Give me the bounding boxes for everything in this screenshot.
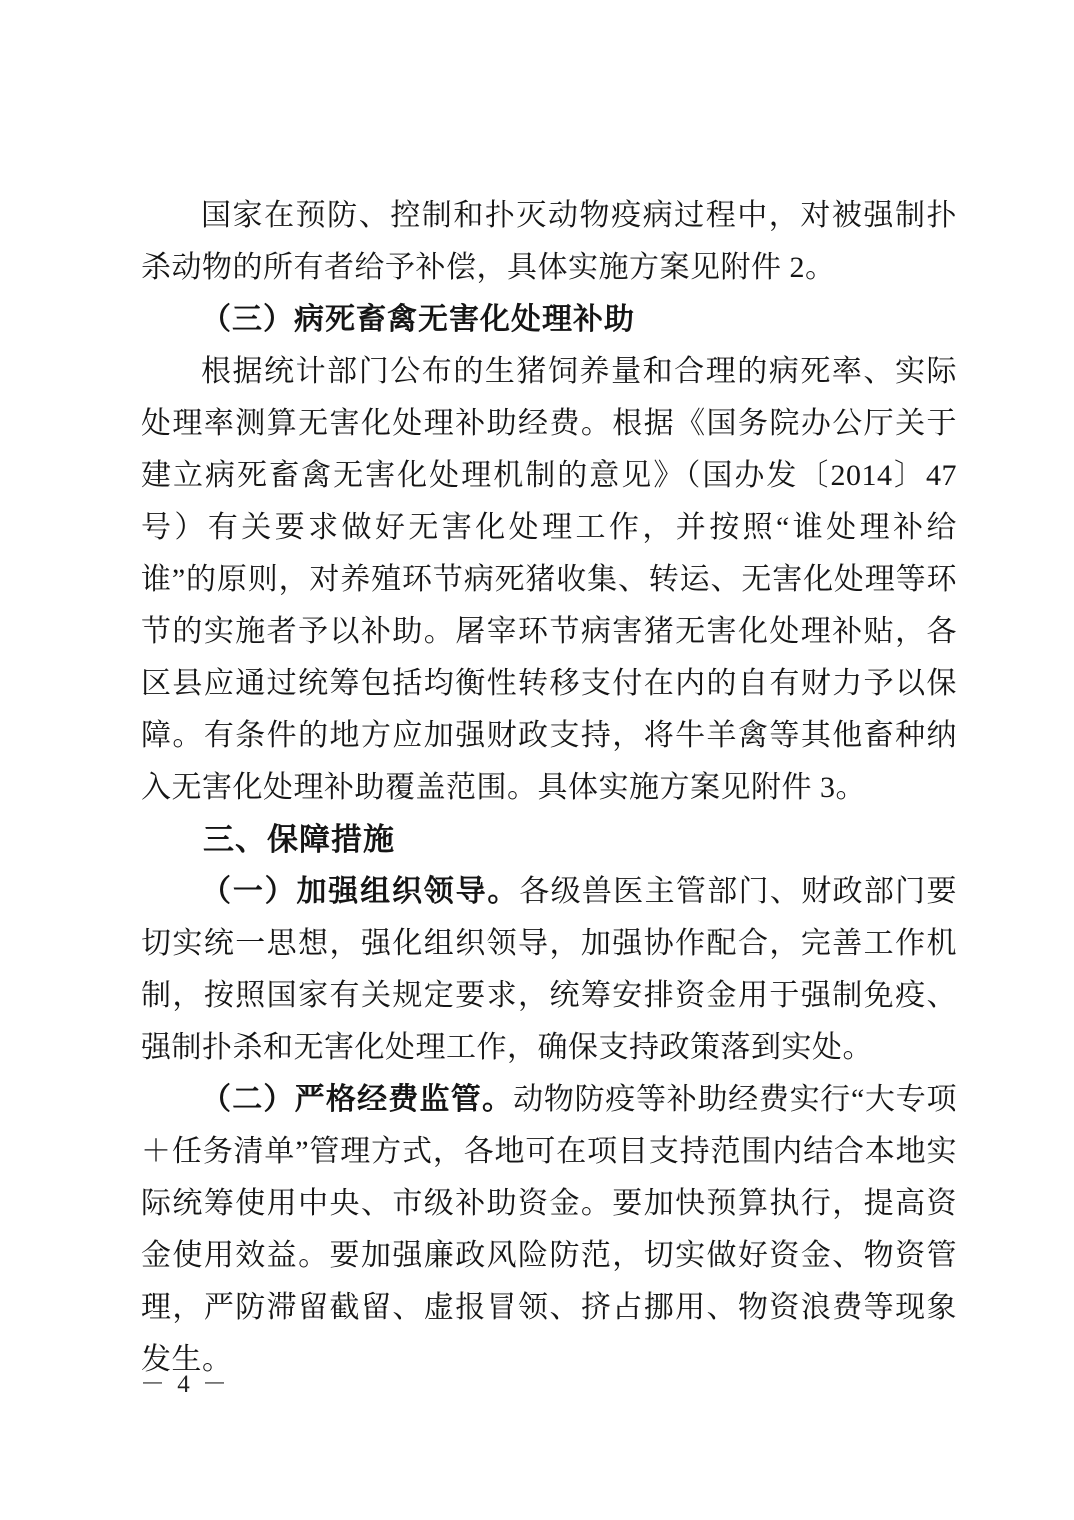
paragraph-body-text: 各级兽医主管部门、财政部门要切实统一思想，强化组织领导，加强协作配合，完善工作机制，按照国家有关规定要求，统筹安排资金用于强制免疫、强制扑杀和无害化处理工作，确保支持政策落到实处。 <box>141 875 958 1064</box>
paragraph-bold-lead: （一）加强组织领导。 <box>201 875 520 908</box>
heading-section-3-harmless-disposal-subsidy: （三）病死畜禽无害化处理补助 <box>201 303 635 336</box>
paragraph-bold-lead: （二）严格经费监管。 <box>201 1083 514 1116</box>
paragraph-culling-compensation: 国家在预防、控制和扑灭动物疫病过程中，对被强制扑杀动物的所有者给予补偿，具体实施方案见附件 2。 <box>141 199 957 284</box>
page-number: － 4 － <box>140 1371 231 1398</box>
paragraph-body-text: 动物防疫等补助经费实行“大专项＋任务清单”管理方式，各地可在项目支持范围内结合本地实际统筹使用中央、市级补助资金。要加快预算执行，提高资金使用效益。要加强廉政风险防范，切实做好资金、物资管理，严防滞留截留、虚报冒领、挤占挪用、物资浪费等现象发生。 <box>141 1083 957 1376</box>
document-content <box>141 190 957 1386</box>
paragraph-strengthen-organizational-leadership <box>141 866 957 1074</box>
paragraph-harmless-disposal-details: 根据统计部门公布的生猪饲养量和合理的病死率、实际处理率测算无害化处理补助经费。根据《国务院办公厅关于建立病死畜禽无害化处理机制的意见》（国办发〔2014〕47 号）有关要求做好无害化处理工作，并按照“谁处理补给谁”的原则，对养殖环节病死猪收集、转运、无害化处理等环节的实施者予以补助。屠宰环节病害猪无害化处理补贴，各区县应通过统筹包括均衡性转移支付在内的自有财力予以保障。有条件的地方应加强财政支持，将牛羊禽等其他畜种纳入无害化处理补助覆盖范围。具体实施方案见附件 3。 <box>141 355 957 804</box>
paragraph-strict-fund-supervision <box>141 1074 957 1386</box>
heading-part-3-safeguard-measures: 三、保障措施 <box>203 822 395 857</box>
